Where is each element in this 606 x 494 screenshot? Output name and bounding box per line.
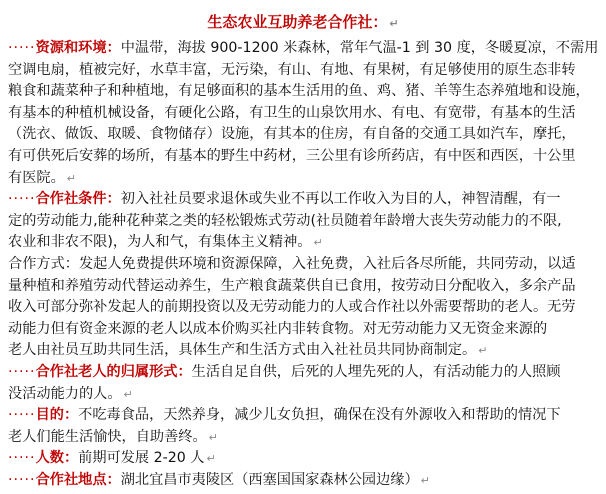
text-line (8, 339, 602, 361)
text-line (8, 296, 602, 318)
line-text: 有基本的种植机械设备，有硬化公路，有卫生的山泉饮用水、有电、有宽带，有基本的生活 (8, 104, 576, 121)
line-text: 有可供死后安葬的场所，有基本的野生中药材，三公里有诊所药店，有中医和西医，十公里 (8, 148, 576, 164)
line-text: 有医院。 (8, 169, 65, 186)
text-line (8, 253, 602, 275)
line-text: 农业和非农不限)，为人和气，有集体主义精神。 (8, 234, 312, 251)
indent-dots: ····· (8, 40, 36, 56)
section-label: 合作社条件： (35, 191, 121, 208)
line-text: 生活自足自供，后死的人埋先死的人，有活动能力的人照顾 (191, 364, 561, 380)
text-line (8, 231, 602, 253)
indent-dots: ····· (8, 450, 36, 467)
section-label: 合作社老人的归属形式： (35, 364, 192, 380)
paragraph-mark-icon: ↵ (66, 171, 76, 185)
section-label: 人数： (35, 450, 79, 467)
paragraph-mark-icon: ↵ (478, 344, 488, 358)
line-text: 老人由社员互助共同生活，具体生产和生活方式由入社社员共同协商制定。 (8, 342, 477, 359)
paragraph-mark-icon: ↵ (208, 430, 218, 444)
line-text: 中温带，海拔 900-1200 米森林，常年气温-1 到 30 度，冬暖夏凉，不需用 (120, 40, 599, 56)
line-text: 湖北宜昌市夷陵区（西塞国国家森林公园边缘） (120, 472, 419, 488)
paragraph-mark-icon: ↵ (123, 387, 133, 401)
indent-dots: ····· (8, 191, 36, 208)
text-line (8, 80, 602, 102)
line-text: 收入可部分弥补发起人的前期投资以及无劳动能力的人或合作社以外需要帮助的老人。无劳 (8, 299, 576, 316)
text-line (8, 145, 602, 167)
line-text: 空调电扇，植被完好，水草丰富，无污染，有山、有地、有果树，有足够使用的原生态非转 (8, 61, 576, 78)
line-text: 前期可发展 2-20 人 (78, 450, 205, 467)
text-line (8, 275, 602, 297)
indent-dots: ····· (8, 407, 36, 424)
line-text: 合作方式：发起人免费提供环境和资源保障，入社免费，入社后各尽所能，共同劳动，以适 (8, 256, 576, 272)
line-text: 量种植和养殖劳动代替运动养生，生产粮食蔬菜供自已食用，按劳动日分配收入，多余产品 (8, 277, 576, 294)
paragraph-mark-icon: ↵ (313, 236, 323, 250)
line-text: 粮食和蔬菜种子和种植地，有足够面积的基本生活用的鱼、鸡、猪、羊等生态养殖地和设施， (8, 83, 590, 100)
line-text: 初入社社员要求退休或失业不再以工作收入为目的人，神智清醒，有一 (120, 191, 561, 208)
text-line (8, 318, 602, 340)
text-line (8, 188, 602, 210)
section-label: 合作社地点： (35, 472, 121, 488)
line-text: 动能力但有资金来源的老人以成本价购买社内非转食物。对无劳动能力又无资金来源的 (8, 320, 548, 337)
text-line (8, 102, 602, 124)
text-line (8, 59, 602, 81)
line-text: （洗衣、做饭、取暖、食物储存）设施，有其本的住房，有自备的交通工具如汽车，摩托， (8, 126, 576, 143)
paragraph-mark-icon: ↵ (389, 17, 399, 30)
section-label: 资源和环境： (35, 40, 121, 56)
line-text: 老人们能生活愉快，自助善终。 (8, 428, 207, 445)
text-line (8, 210, 602, 232)
text-line (8, 426, 602, 448)
line-text: 没活动能力的人。 (8, 385, 122, 402)
document-title (0, 10, 606, 34)
text-line (8, 167, 602, 189)
line-text: 不吃毒食品，天然养身，减少儿女负担，确保在没有外源收入和帮助的情况下 (78, 407, 561, 424)
section-label: 目的： (35, 407, 79, 424)
text-line (8, 383, 602, 405)
text-line (8, 123, 602, 145)
text-line (8, 447, 602, 469)
text-line (8, 37, 602, 59)
paragraph-mark-icon: ↵ (420, 474, 430, 487)
indent-dots: ····· (8, 364, 36, 380)
text-line (8, 404, 602, 426)
text-line (8, 361, 602, 383)
indent-dots: ····· (8, 472, 36, 488)
line-text: 定的劳动能力,能种花种菜之类的轻松锻炼式劳动(社员随着年龄增大丧失劳动能力的不限, (8, 212, 562, 229)
text-line (8, 469, 602, 491)
title-text: 生态农业互助养老合作社： (207, 13, 388, 31)
paragraph-mark-icon: ↵ (206, 452, 216, 466)
